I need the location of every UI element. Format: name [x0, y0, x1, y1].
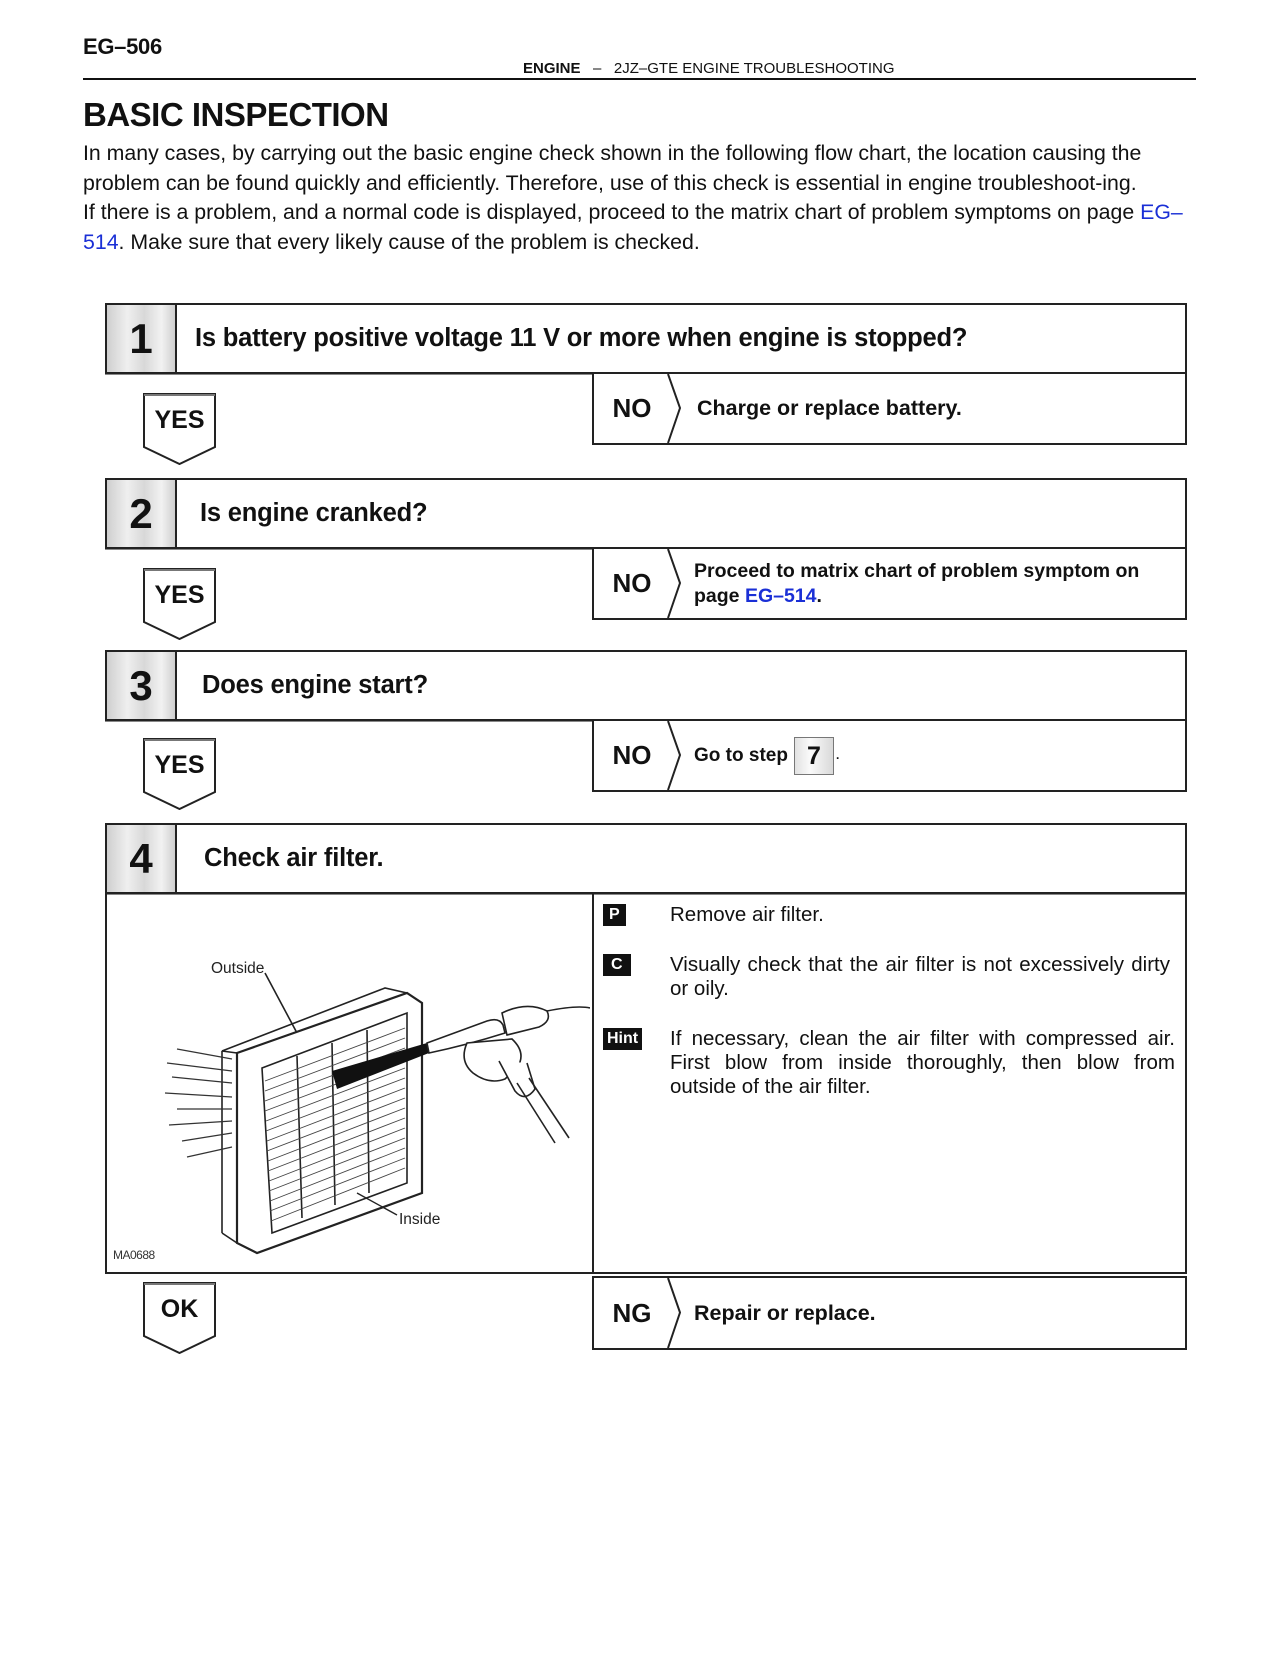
step-1-question: Is battery positive voltage 11 V or more when engine is stopped? — [195, 324, 968, 352]
step-3-yes-label: YES — [154, 750, 205, 779]
intro-paragraph-1: In many cases, by carrying out the basic engine check shown in the following flow chart, the location causing the problem can be found quickly and efficiently. Therefore, use of this check is essential in engine troubleshoot-ing. — [83, 141, 1142, 195]
hint-tag-icon: Hint — [603, 1028, 642, 1050]
step-4-divider — [592, 893, 594, 1274]
chevron-right-icon — [666, 721, 682, 790]
step-2-question-box — [105, 478, 1187, 549]
step-4-ng-label: NG — [612, 1297, 652, 1328]
step-3-no-action-text: Go to step — [694, 745, 788, 766]
step-1-no-box — [592, 374, 1187, 445]
step-4-ng-action: Repair or replace. — [694, 1300, 876, 1325]
header-rule — [83, 78, 1196, 80]
step-7-link[interactable]: 7 — [794, 737, 834, 775]
c-tag-icon: C — [603, 954, 631, 976]
header-separator: – — [593, 60, 602, 77]
page-title: BASIC INSPECTION — [83, 96, 389, 133]
step-1-yes-arrow — [143, 393, 216, 465]
intro-paragraph-2-text: If there is a problem, and a normal code is displayed, proceed to the matrix chart of problem symptoms on page — [83, 200, 1141, 224]
step-2-no-label: NO — [612, 568, 652, 598]
outside-label: Outside — [211, 960, 265, 977]
step-3-question: Does engine start? — [202, 671, 428, 699]
instruction-text: Remove air filter. — [670, 903, 824, 926]
inside-label: Inside — [399, 1211, 441, 1228]
step-4-ok-label: OK — [160, 1294, 199, 1323]
page-link-eg514[interactable]: EG–514 — [83, 200, 1183, 254]
step-4-question: Check air filter. — [204, 844, 384, 872]
step-3-no-action-tail: . — [835, 748, 840, 762]
intro-paragraph-2-tail: . Make sure that every likely cause of the problem is checked. — [118, 229, 700, 254]
step-3-no-action — [694, 721, 1177, 790]
step-2-no-action-text: Proceed to matrix chart of problem symptom on page — [694, 559, 1140, 607]
p-tag-icon: P — [603, 904, 626, 926]
page-number: EG–506 — [83, 34, 162, 59]
step-3-yes-arrow — [143, 738, 216, 810]
intro-paragraph-2 — [83, 198, 1201, 257]
step-4-question-box — [105, 823, 1187, 894]
step-2-yes-arrow — [143, 568, 216, 640]
section-name: ENGINE — [523, 60, 581, 77]
air-filter-illustration — [107, 893, 590, 1272]
step-3-question-box — [105, 650, 1187, 721]
step-2-question: Is engine cranked? — [200, 499, 428, 527]
step-1-no-label: NO — [612, 393, 652, 423]
step-2-no-action-tail: . — [816, 584, 822, 607]
step-3-no-label: NO — [612, 740, 652, 770]
step-4-number: 4 — [107, 825, 177, 892]
running-header — [523, 60, 895, 77]
intro-text — [83, 139, 1201, 257]
step-2-no-box — [592, 549, 1187, 620]
step-1-no-action: Charge or replace battery. — [697, 396, 962, 420]
step-2-number: 2 — [107, 480, 177, 547]
step-1-question-box — [105, 303, 1187, 374]
chevron-right-icon — [666, 374, 682, 443]
page-link-eg514[interactable]: EG–514 — [744, 584, 817, 607]
instruction-text: Visually check that the air filter is not excessively dirty or oily. — [670, 953, 1170, 1000]
step-4-ok-arrow — [143, 1282, 216, 1354]
step-1-yes-label: YES — [154, 405, 205, 434]
step-1-number: 1 — [107, 305, 177, 372]
step-3-number: 3 — [107, 652, 177, 719]
chevron-right-icon — [666, 549, 682, 618]
chevron-right-icon — [666, 1278, 682, 1348]
subsection-name: 2JZ–GTE ENGINE TROUBLESHOOTING — [613, 60, 895, 77]
instruction-text: If necessary, clean the air filter with compressed air. First blow from inside thoroughly, then blow from outside of the air filter. — [670, 1027, 1175, 1098]
step-3-no-box — [592, 721, 1187, 792]
step-2-no-action — [694, 549, 1177, 618]
step-2-yes-label: YES — [154, 580, 205, 609]
step-4-ng-box — [592, 1276, 1187, 1350]
figure-code: MA0688 — [113, 1248, 155, 1262]
